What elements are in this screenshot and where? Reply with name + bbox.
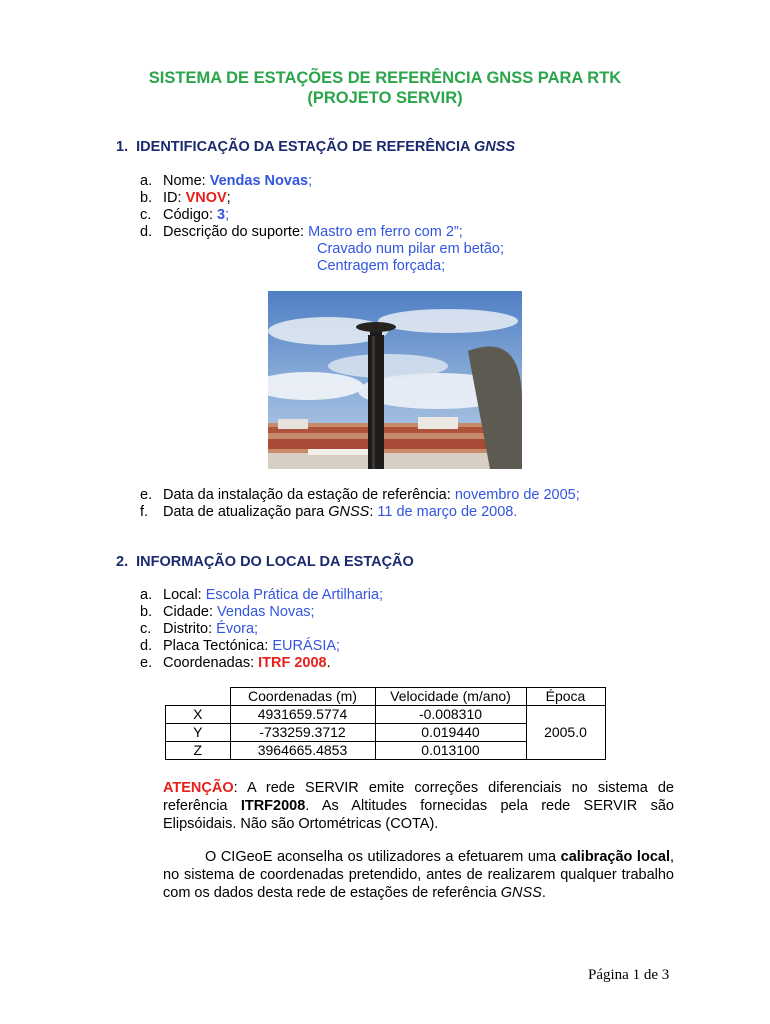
section2-title: INFORMAÇÃO DO LOCAL DA ESTAÇÃO <box>136 554 414 570</box>
header-coordinates: Coordenadas (m) <box>230 688 375 706</box>
table-row <box>166 706 606 724</box>
document-title-line1: SISTEMA DE ESTAÇÕES DE REFERÊNCIA GNSS PARA RTK <box>148 69 622 87</box>
page-number: Página 1 de 3 <box>588 967 670 983</box>
coord-system: ITRF 2008 <box>258 655 327 671</box>
list-item: a. Nome: Vendas Novas; <box>140 173 313 189</box>
list-item: f. Data de atualização para GNSS: 11 de março de 2008. <box>140 504 518 520</box>
station-photo <box>268 291 522 469</box>
coordinates-table <box>165 687 606 760</box>
coordinate-value: 3964665.4853 <box>230 742 375 760</box>
section2-number: 2. <box>116 554 129 570</box>
header-velocity: Velocidade (m/ano) <box>375 688 526 706</box>
support-desc-2: Cravado num pilar em betão; <box>317 241 504 257</box>
coordinate-value: -733259.3712 <box>230 724 375 742</box>
velocity-value: 0.019440 <box>375 724 526 742</box>
epoch-value: 2005.0 <box>526 706 605 760</box>
table-header-row <box>166 688 606 706</box>
axis-label: X <box>166 706 231 724</box>
installation-date: novembro de 2005; <box>454 487 580 503</box>
list-item: e. Coordenadas: ITRF 2008. <box>140 655 331 671</box>
section1-heading <box>116 139 515 155</box>
section1-title: IDENTIFICAÇÃO DA ESTAÇÃO DE REFERÊNCIA <box>136 139 470 155</box>
list-item: b. Cidade: Vendas Novas; <box>140 604 315 620</box>
axis-label: Z <box>166 742 231 760</box>
update-date: 11 de março de 2008. <box>377 504 518 520</box>
header-epoch: Época <box>526 688 605 706</box>
station-code: 3 <box>217 207 226 223</box>
support-desc-1: Mastro em ferro com 2”; <box>308 224 463 240</box>
warning-paragraph: ATENÇÃO: A rede SERVIR emite correções diferenciais no sistema de referência ITRF2008. As Altitudes fornecidas pela rede SERVIR são Elipsóidais. Não são Ortométricas (COTA). <box>163 780 674 832</box>
velocity-value: -0.008310 <box>375 706 526 724</box>
list-item: c. Código: 3; <box>140 207 230 223</box>
list-item: a. Local: Escola Prática de Artilharia; <box>140 587 384 603</box>
list-item: b. ID: VNOV; <box>140 190 231 206</box>
axis-label: Y <box>166 724 231 742</box>
velocity-value: 0.013100 <box>375 742 526 760</box>
station-name: Vendas Novas <box>209 173 309 189</box>
document-title-line2: (PROJETO SERVIR) <box>307 89 463 107</box>
list-item: c. Distrito: Évora; <box>140 621 259 637</box>
section1-title-gnss: GNSS <box>473 139 516 155</box>
district-value: Évora; <box>216 621 259 637</box>
plate-value: EURÁSIA; <box>272 638 341 654</box>
list-item: d. Descrição do suporte: Mastro em ferro com 2”; <box>140 224 463 240</box>
local-value: Escola Prática de Artilharia; <box>205 587 384 603</box>
advice-paragraph: O CIGeoE aconselha os utilizadores a efetuarem uma calibração local, no sistema de coordenadas pretendido, antes de realizarem qualquer trabalho com os dados desta rede de estações de referência GNSS. <box>163 849 675 901</box>
section2-heading <box>116 554 414 570</box>
support-desc-3: Centragem forçada; <box>317 258 446 274</box>
list-item: d. Placa Tectónica: EURÁSIA; <box>140 638 341 654</box>
warning-label: ATENÇÃO <box>163 780 234 796</box>
city-value: Vendas Novas; <box>217 604 315 620</box>
coordinate-value: 4931659.5774 <box>230 706 375 724</box>
section1-number: 1. <box>116 139 129 155</box>
list-item: e. Data da instalação da estação de referência: novembro de 2005; <box>140 487 580 503</box>
station-id: VNOV <box>185 190 227 206</box>
